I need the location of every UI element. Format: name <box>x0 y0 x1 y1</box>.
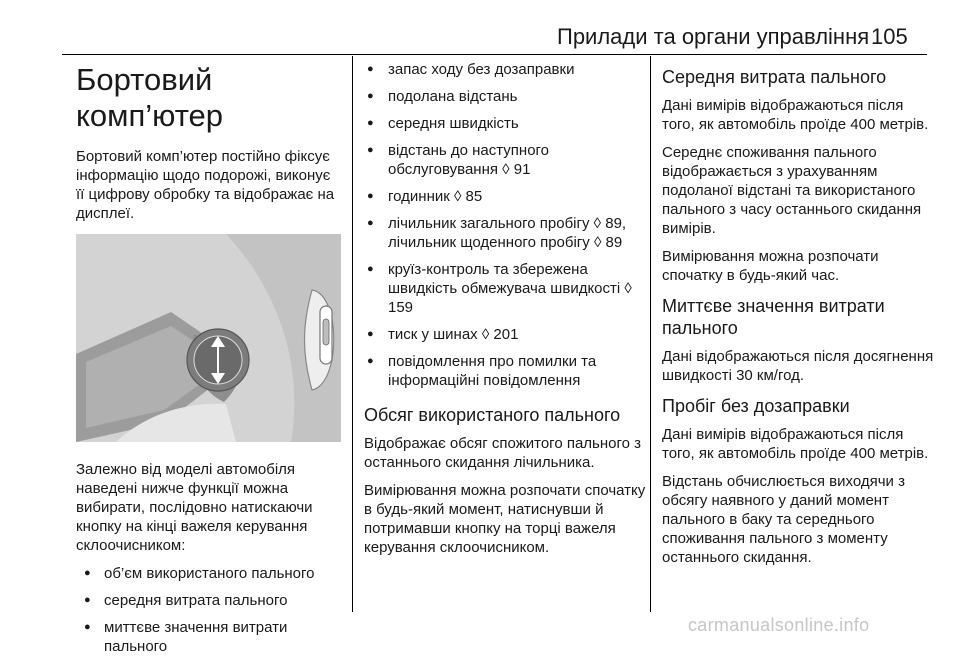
column-divider-1 <box>352 56 353 612</box>
wiper-stalk-button-illustration <box>76 234 341 442</box>
instant-paragraph: Дані відображаються після досягнення швидкості 30 км/год. <box>662 348 934 384</box>
list-item: ● годинник ◊ 85 <box>364 187 649 206</box>
function-list-b <box>364 60 649 390</box>
fuel-used-paragraph-2: Вимірювання можна розпочати спочатку в будь-який момент, натиснувши й потримавши кнопку на торці важеля керування склоочисником. <box>364 482 646 556</box>
average-paragraph-3: Вимірювання можна розпочати спочатку в будь-який час. <box>662 248 879 284</box>
heading-range: Пробіг без дозаправки <box>662 396 850 416</box>
function-list-a <box>76 564 341 656</box>
average-paragraph-1: Дані вимірів відображаються після того, як автомобіль проїде 400 метрів. <box>662 97 929 133</box>
heading-fuel-used: Обсяг використаного пального <box>364 405 621 425</box>
list-item: ● запас ходу без дозаправки <box>364 60 649 79</box>
heading-instant-consumption: Миттєве значення витрати пального <box>662 296 885 338</box>
watermark: carmanualsonline.info <box>688 615 870 635</box>
list-item: ● об’єм використаного пального <box>76 564 341 583</box>
list-item: ● відстань до наступного обслуговування ◊ 91 <box>364 141 649 179</box>
column-2 <box>364 60 649 566</box>
list-item: ● круїз-контроль та збережена швидкість обмежувача швидкості ◊ 159 <box>364 260 649 317</box>
list-item: ● середня швидкість <box>364 114 649 133</box>
section-heading-trip-computer: Бортовий комп’ютер <box>76 62 224 133</box>
running-header-title: Прилади та органи управління <box>557 24 870 49</box>
page-number: 105 <box>871 24 908 49</box>
list-item: ● миттєве значення витрати пального <box>76 618 341 656</box>
list-item: ● подолана відстань <box>364 87 649 106</box>
header-rule <box>62 54 927 55</box>
list-item: ● лічильник загального пробігу ◊ 89, лічильник щоденного пробігу ◊ 89 <box>364 214 649 252</box>
heading-average-consumption: Середня витрата пального <box>662 67 887 87</box>
fuel-used-paragraph-1: Відображає обсяг спожитого пального з останнього скидання лічильника. <box>364 435 642 471</box>
range-paragraph-1: Дані вимірів відображаються після того, як автомобіль проїде 400 метрів. <box>662 426 929 462</box>
functions-paragraph: Залежно від моделі автомобіля наведені нижче функції можна вибирати, послідовно натискаючи кнопку на кінці важеля керування склоочисником: <box>76 461 313 554</box>
list-item: ● середня витрата пального <box>76 591 341 610</box>
average-paragraph-2: Середнє споживання пального відображається з урахуванням подоланої відстані та використаного пального з часу останнього скидання вимірів. <box>662 144 922 237</box>
intro-paragraph: Бортовий комп’ютер постійно фіксує інформацію щодо подорожі, виконує її цифрову обробку та відображає на дисплеї. <box>76 148 335 222</box>
column-divider-2 <box>650 56 651 612</box>
list-item: ● повідомлення про помилки та інформаційні повідомлення <box>364 352 649 390</box>
column-1 <box>76 60 341 664</box>
column-3 <box>662 60 937 576</box>
range-paragraph-2: Відстань обчислюється виходячи з обсягу наявного у даний момент пального в баку та середнього споживання пального з моменту останнього скидання. <box>662 473 905 566</box>
list-item: ● тиск у шинах ◊ 201 <box>364 325 649 344</box>
